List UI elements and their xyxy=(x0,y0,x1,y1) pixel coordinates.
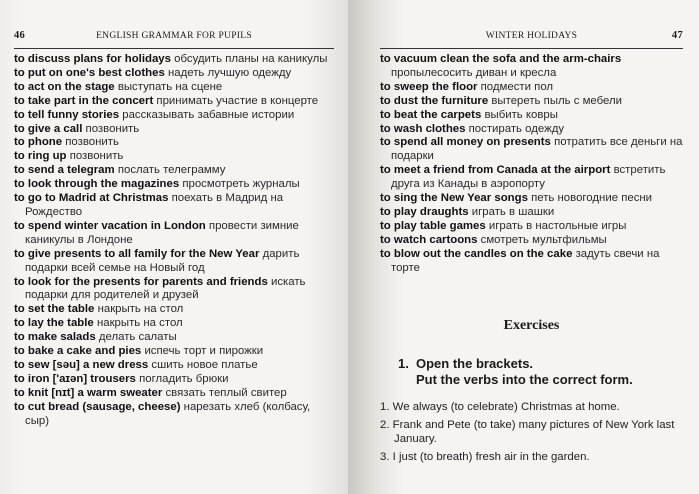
vocab-english: to ring up xyxy=(14,150,67,163)
vocab-english: to iron ['aɪən] trousers xyxy=(14,372,136,385)
vocab-russian: выбить ковры xyxy=(484,108,558,121)
left-page xyxy=(0,0,348,494)
vocab-entry xyxy=(380,192,683,206)
vocabulary-list xyxy=(380,53,683,276)
vocab-russian: пропылесосить диван и кресла xyxy=(391,66,557,79)
vocab-russian: петь новогодние песни xyxy=(531,192,653,205)
exercise-item xyxy=(380,450,683,464)
exercise-items xyxy=(380,400,683,464)
vocab-entry xyxy=(14,150,334,164)
vocab-russian: испечь торт и пирожки xyxy=(144,345,264,358)
vocab-english: to beat the carpets xyxy=(380,108,482,121)
vocab-russian: дарить подарки всей семье на Новый год xyxy=(25,247,300,274)
right-page xyxy=(348,0,699,494)
vocab-english: to sew [səu] a new dress xyxy=(14,358,149,371)
vocab-english: to meet a friend from Canada at the airport xyxy=(380,164,611,177)
vocab-entry xyxy=(14,109,334,123)
vocab-english: to blow out the candles on the cake xyxy=(380,247,573,260)
vocab-entry xyxy=(14,359,334,373)
vocab-entry xyxy=(14,164,334,178)
left-page-header xyxy=(14,18,334,49)
vocab-entry xyxy=(14,95,334,109)
running-head: ENGLISH GRAMMAR FOR PUPILS xyxy=(96,31,252,41)
task-number: 1. xyxy=(398,355,409,371)
vocab-entry xyxy=(380,53,683,81)
vocab-russian: принимать участие в концерте xyxy=(156,94,319,107)
vocab-english: to bake a cake and pies xyxy=(14,345,142,358)
vocab-russian: искать подарки для родителей и друзей xyxy=(25,275,306,302)
exercise-item xyxy=(380,418,683,446)
vocab-english: to vacuum clean the sofa and the arm-chairs xyxy=(380,53,622,65)
vocab-entry xyxy=(380,248,683,276)
item-number: 2. xyxy=(380,418,390,431)
vocab-english: to cut bread (sausage, cheese) xyxy=(14,400,181,413)
vocab-english: to spend winter vacation in London xyxy=(14,219,206,232)
vocab-russian: вытереть пыль с мебели xyxy=(491,94,623,107)
vocab-entry xyxy=(14,317,334,331)
vocab-russian: накрыть на стол xyxy=(96,317,183,330)
vocab-english: to tell funny stories xyxy=(14,108,120,121)
vocab-russian: поехать в Мадрид на Рождество xyxy=(25,192,284,218)
vocab-entry xyxy=(380,136,683,164)
vocab-entry xyxy=(380,164,683,192)
vocab-entry xyxy=(14,345,334,359)
vocab-russian: погладить брюки xyxy=(139,372,229,385)
vocab-english: to knit [nɪt] a warm sweater xyxy=(14,386,163,399)
vocab-entry xyxy=(14,81,334,95)
vocab-russian: нарезать хлеб (колбасу, сыр) xyxy=(25,400,311,427)
vocab-russian: смотреть мультфильмы xyxy=(480,233,607,246)
vocab-english: to give a call xyxy=(14,122,83,135)
vocab-russian: накрыть на стол xyxy=(97,303,184,316)
vocab-english: to phone xyxy=(14,136,63,149)
vocab-english: to send a telegram xyxy=(14,164,115,177)
vocab-russian: позвонить xyxy=(85,122,140,135)
item-text: I just (to breath) fresh air in the garden. xyxy=(392,450,590,463)
vocab-entry xyxy=(14,387,334,401)
vocab-english: to look through the magazines xyxy=(14,178,180,191)
vocab-english: to sweep the floor xyxy=(380,80,478,93)
vocab-english: to dust the furniture xyxy=(380,94,489,107)
exercises-heading: Exercises xyxy=(503,317,560,333)
page-number: 46 xyxy=(14,30,26,41)
vocab-english: to lay the table xyxy=(14,317,94,330)
exercise-item xyxy=(380,400,683,414)
vocab-russian: делать салаты xyxy=(98,331,177,344)
vocab-entry xyxy=(380,220,683,234)
vocab-russian: постирать одежду xyxy=(468,122,565,135)
vocabulary-list xyxy=(14,53,334,428)
vocab-entry xyxy=(14,178,334,192)
vocab-english: to put on one's best clothes xyxy=(14,66,165,79)
vocab-english: to play draughts xyxy=(380,205,469,218)
vocab-russian: надеть лучшую одежду xyxy=(167,66,292,79)
vocab-english: to look for the presents for parents and friends xyxy=(14,275,268,288)
item-number: 1. xyxy=(380,400,390,413)
item-text: We always (to celebrate) Christmas at home. xyxy=(392,400,620,413)
vocab-english: to wash clothes xyxy=(380,122,466,135)
vocab-russian: выступать на сцене xyxy=(117,80,223,93)
vocab-entry xyxy=(14,248,334,276)
vocab-entry xyxy=(14,53,334,67)
vocab-entry xyxy=(380,109,683,123)
item-text: Frank and Pete (to take) many pictures of New York last January. xyxy=(392,418,675,445)
vocab-entry xyxy=(380,81,683,95)
page-number: 47 xyxy=(671,30,683,41)
vocab-english: to set the table xyxy=(14,303,95,316)
vocab-russian: играть в настольные игры xyxy=(488,219,627,232)
vocab-entry xyxy=(14,123,334,137)
vocab-entry xyxy=(14,220,334,248)
vocab-english: to discuss plans for holidays xyxy=(14,53,171,65)
vocab-russian: встретить друга из Канады в аэропорту xyxy=(391,164,666,191)
vocab-russian: сшить новое платье xyxy=(151,358,258,371)
vocab-entry xyxy=(380,95,683,109)
vocab-english: to give presents to all family for the New Year xyxy=(14,247,260,260)
vocab-russian: рассказывать забавные истории xyxy=(122,108,295,121)
vocab-english: to sing the New Year songs xyxy=(380,192,528,205)
vocab-russian: связать теплый свитер xyxy=(165,386,287,399)
vocab-russian: послать телеграмму xyxy=(117,164,226,177)
vocab-entry xyxy=(14,192,334,220)
vocab-entry xyxy=(380,206,683,220)
vocab-english: to go to Madrid at Christmas xyxy=(14,192,169,205)
vocab-russian: подмести пол xyxy=(480,80,554,93)
vocab-entry xyxy=(14,331,334,345)
vocab-english: to spend all money on presents xyxy=(380,136,551,149)
task-instruction-line2: Put the verbs into the correct form. xyxy=(416,371,633,387)
vocab-russian: просмотреть журналы xyxy=(182,178,300,191)
vocab-entry xyxy=(380,123,683,137)
vocab-entry xyxy=(14,276,334,304)
vocab-entry xyxy=(14,67,334,81)
item-number: 3. xyxy=(380,450,390,463)
exercise-task xyxy=(398,356,699,388)
vocab-russian: играть в шашки xyxy=(471,205,555,218)
vocab-russian: обсудить планы на каникулы xyxy=(174,53,328,65)
vocab-russian: позвонить xyxy=(69,150,124,163)
vocab-entry xyxy=(14,373,334,387)
vocab-russian: позвонить xyxy=(65,136,119,149)
vocab-english: to watch cartoons xyxy=(380,233,478,246)
vocab-entry xyxy=(14,401,334,429)
right-page-header xyxy=(380,18,683,49)
task-instruction-line1: Open the brackets. xyxy=(416,355,534,371)
vocab-entry xyxy=(380,234,683,248)
vocab-english: to make salads xyxy=(14,331,96,344)
vocab-entry xyxy=(14,136,334,150)
vocab-entry xyxy=(14,303,334,317)
vocab-english: to play table games xyxy=(380,219,486,232)
running-head: WINTER HOLIDAYS xyxy=(485,31,578,41)
vocab-russian: провести зимние каникулы в Лондоне xyxy=(25,219,299,246)
vocab-english: to take part in the concert xyxy=(14,94,154,107)
vocab-russian: задуть свечи на торте xyxy=(391,247,660,274)
vocab-english: to act on the stage xyxy=(14,80,115,93)
vocab-russian: потратить все деньги на подарки xyxy=(391,136,683,163)
